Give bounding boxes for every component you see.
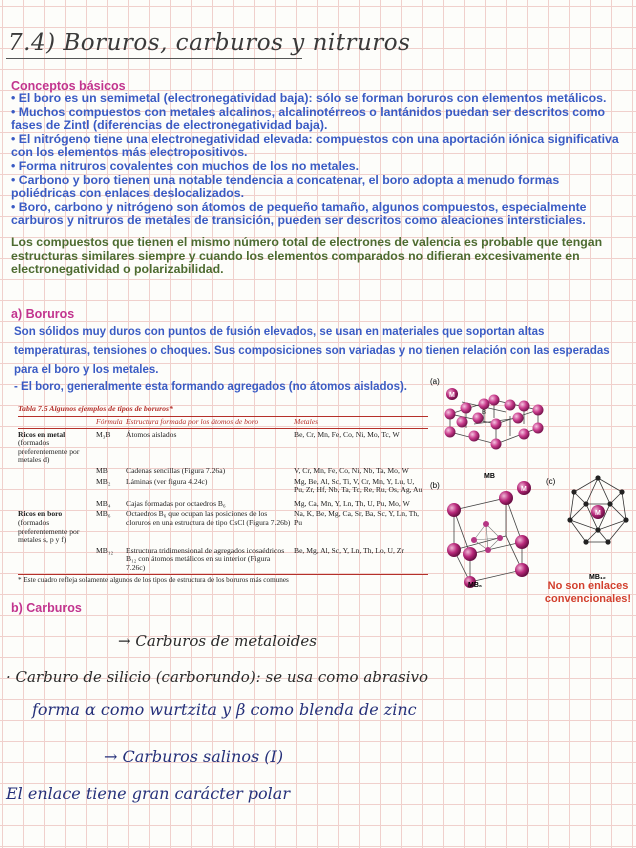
atom-m-label: M	[521, 486, 527, 493]
bullet-concatenation: • Carbono y boro tienen una notable tendencia a concatenar, el boro adopta a menudo formas poliédricas con enlaces deslocalizados.	[11, 172, 560, 201]
borides-cluster-note: - El boro, generalmente esta formando agregados (no átomos aislados).	[14, 381, 407, 393]
table-cell: Estructura tridimensional de agregados icosaédricos B₁₂ con átomos metálicos en su interior (Figura 7.26c)	[126, 545, 285, 572]
atom-m-label: M	[449, 392, 455, 399]
table-row	[18, 430, 428, 466]
table-cell: V, Cr, Mn, Fe, Co, Ni, Nb, Ta, Mo, W	[294, 465, 409, 475]
bullet-interstitial: • Boro, carbono y nitrógeno son átomos de pequeño tamaño, algunos compuestos, especialmente carburos y nitruros de metales de transición, pueden ser descritos como aleaciones intersticiales.	[11, 199, 587, 228]
red-note: No son enlaces convencionales!	[544, 580, 632, 605]
note-polytypes: forma α como wurtzita y β como blenda de zinc	[32, 700, 417, 719]
basics-bullets	[11, 92, 623, 228]
basics-heading: Conceptos básicos	[11, 79, 126, 93]
table-cell: Cadenas sencillas (Figura 7.26a)	[126, 465, 226, 475]
table-cell: Cajas formadas por octaedros B₆	[126, 498, 226, 508]
borides-heading: a) Boruros	[11, 307, 75, 321]
figure-label-a: (a)	[430, 377, 440, 386]
table-caption: Tabla 7.5 Algunos ejemplos de tipos de boruros*	[18, 404, 173, 413]
group-label: Ricos en boro	[18, 509, 63, 519]
table-row	[18, 496, 428, 510]
table-cell: Mg, Ca, Mn, Y, Ln, Th, U, Pu, Mo, W	[294, 498, 410, 508]
table-cell: Mg, Be, Al, Sc, Ti, V, Cr, Mn, Y, Lu, U, Pu, Zr, Hf, Nb, Ta, Tc, Re, Ru, Os, Ag, Au	[294, 476, 423, 495]
note-polar-bond: El enlace tiene gran carácter polar	[6, 784, 290, 803]
table-cell: Be, Cr, Mn, Fe, Co, Ni, Mo, Tc, W	[294, 429, 400, 439]
table-row	[18, 546, 428, 574]
table-cell: MB₆	[96, 509, 111, 519]
bullet-boron: • El boro es un semimetal (electronegatividad baja): sólo se forman boruros con elementos metálicos.	[11, 91, 607, 105]
boride-structures-figure	[426, 374, 636, 596]
table-row	[18, 477, 428, 496]
bullet-nitrides: • Forma nitruros covalentes con muchos de los no metales.	[11, 158, 360, 173]
bullet-nitrogen: • El nitrógeno tiene una electronegatividad elevada: compuestos con una aportación iónica significativa con los elementos más electropositivos.	[11, 131, 619, 160]
table-cell: MB₄	[96, 498, 111, 508]
mb6-cube-edges	[454, 498, 522, 582]
group-label: Ricos en metal	[18, 429, 66, 439]
col-header: Estructura formada por los átomos de boro	[126, 417, 259, 426]
title-underline	[6, 58, 302, 59]
table-cell: Átomos aislados	[126, 429, 177, 439]
table-cell: Be, Mg, Al, Sc, Y, Ln, Th, Lo, U, Zr	[294, 545, 404, 555]
caption-mb12: MB₁₂	[589, 574, 606, 581]
caption-mb: MB	[484, 473, 495, 480]
mb6-atoms	[447, 481, 531, 588]
table-cell: MB	[96, 465, 108, 475]
note-metalloid-carbides: → Carburos de metaloides	[118, 632, 317, 650]
atom-b-label: B	[482, 410, 487, 416]
group-sub: (formados preferentemente por metales s, p y f)	[18, 517, 80, 545]
table-cell: Na, K, Be, Mg, Ca, Sr, Ba, Sc, Y, Ln, Th, Pu	[294, 509, 420, 527]
caption-mb6: MB₆	[468, 582, 483, 589]
table-row	[18, 509, 428, 545]
mb6-octahedron	[474, 524, 500, 550]
note-silicon-carbide: · Carburo de silicio (carborundo): se usa como abrasivo	[6, 668, 429, 686]
borides-paragraph: Son sólidos muy duros con puntos de fusión elevados, se usan en materiales que soportan altas temperaturas, tensiones o choques. Sus composiciones son variadas y no tienen relación con las esperadas para el boro y los metales.	[14, 326, 610, 376]
col-header: Fórmula	[96, 417, 123, 426]
table-cell: MB₂	[96, 476, 111, 486]
table-body	[18, 417, 428, 576]
bullet-zintl: • Muchos compuestos con metales alcalinos, alcalinotérreos o lantánidos puedan ser descritos como fases de Zintl (diferencias de electronegatividad baja).	[11, 104, 606, 133]
page-title: 7.4) Boruros, carburos y nitruros	[8, 30, 411, 56]
table-cell: Octaedros B₆ que ocupan las posiciones de los cloruros en una estructura de tipo CsCl (Figura 7.26b)	[126, 509, 291, 527]
table-footnote: * Este cuadro refleja solamente algunos de los tipos de estructura de los boruros más comunes	[18, 575, 289, 584]
figure-label-b: (b)	[430, 481, 440, 490]
carbides-heading: b) Carburos	[11, 601, 82, 615]
borides-table	[18, 404, 428, 584]
atom-m-label: M	[595, 510, 601, 517]
note-saline-carbides: → Carburos salinos (I)	[104, 747, 284, 766]
figure-label-c: (c)	[546, 477, 556, 486]
table-cell: M₃B	[96, 429, 111, 439]
table-row	[18, 466, 428, 477]
isoelectronic-paragraph: Los compuestos que tienen el mismo número total de electrones de valencia es probable que tengan estructuras similares siempre y cuando los elementos comparados no difieran excesivamente en electronegatividad o polarizabilidad.	[11, 235, 603, 277]
col-header: Metales	[294, 417, 319, 426]
mb-lattice-atoms	[445, 388, 544, 450]
group-sub: (formados preferentemente por metales d)	[18, 438, 80, 465]
table-cell: MB₁₂	[96, 545, 114, 555]
table-cell: Láminas (ver figura 4.24c)	[126, 476, 208, 486]
